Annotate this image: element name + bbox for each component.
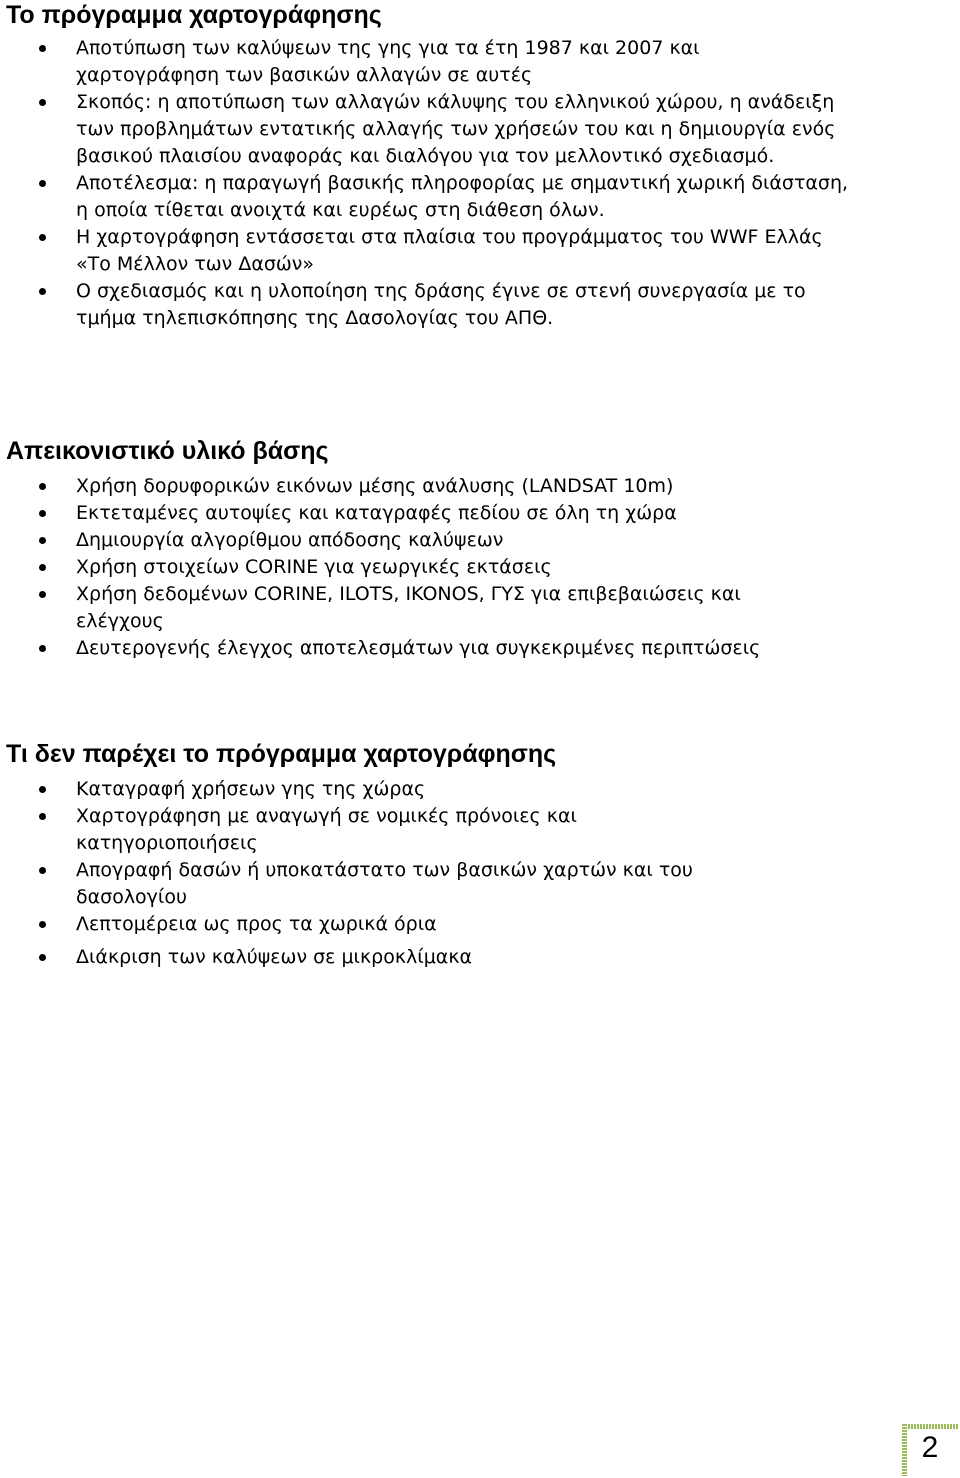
bullet-icon	[39, 99, 46, 106]
list-item	[0, 500, 960, 527]
list-item	[0, 89, 960, 170]
section-not-provided	[0, 739, 960, 971]
list-item	[0, 857, 886, 911]
list-item-text: Αποτύπωση των καλύψεων της γης για τα έτη 1987 και 2007 και χαρτογράφηση των βασικών αλλαγών σε αυτές	[76, 37, 700, 86]
list-item-text: Εκτεταμένες αυτοψίες και καταγραφές πεδίου σε όλη τη χώρα	[76, 502, 677, 524]
bullet-icon	[39, 591, 46, 598]
list-item-text: Η χαρτογράφηση εντάσσεται στα πλαίσια του προγράμματος του WWF Ελλάς «Το Μέλλον των Δασών»	[76, 226, 823, 275]
list-item-text: Λεπτομέρεια ως προς τα χωρικά όρια	[76, 913, 437, 935]
section-heading: Απεικονιστικό υλικό βάσης	[6, 437, 329, 465]
list-item-text: Καταγραφή χρήσεων γης της χώρας	[76, 778, 426, 800]
list-item-text: Σκοπός: η αποτύπωση των αλλαγών κάλυψης του ελληνικού χώρου, η ανάδειξη των προβλημάτων εντατικής αλλαγής των χρήσεών του και η δημιουργία ενός βασικού πλαισίου αναφοράς και διαλόγου για τον μελλοντικό σχεδιασμό.	[76, 91, 836, 167]
bullet-icon	[39, 867, 46, 874]
section-heading: Τι δεν παρέχει το πρόγραμμα χαρτογράφησης	[6, 740, 557, 768]
section-heading: Το πρόγραμμα χαρτογράφησης	[6, 1, 382, 29]
list-item	[0, 911, 960, 938]
list-item-text: Χαρτογράφηση με αναγωγή σε νομικές πρόνοιες και κατηγοριοποιήσεις	[76, 805, 577, 854]
bullet-icon	[39, 510, 46, 517]
list-item-text: Χρήση δεδομένων CORINE, ILOTS, IKONOS, ΓΥΣ για επιβεβαιώσεις και ελέγχους	[76, 583, 741, 632]
section-mapping-program	[0, 0, 960, 332]
page-number: 2	[921, 1431, 939, 1464]
list-item-text: Αποτέλεσμα: η παραγωγή βασικής πληροφορίας με σημαντική χωρική διάσταση, η οποία τίθεται ανοιχτά και ευρέως στη διάθεση όλων.	[76, 172, 849, 221]
list-item-text: Χρήση δορυφορικών εικόνων μέσης ανάλυσης (LANDSAT 10m)	[76, 475, 674, 497]
bullet-list	[0, 35, 960, 332]
list-item	[0, 278, 960, 332]
list-item-text: Ο σχεδιασμός και η υλοποίηση της δράσης έγινε σε στενή συνεργασία με το τμήμα τηλεπισκόπησης της Δασολογίας του ΑΠΘ.	[76, 280, 806, 329]
bullet-icon	[39, 483, 46, 490]
bullet-list	[0, 473, 960, 662]
list-item	[0, 944, 960, 971]
list-item	[0, 635, 960, 662]
bullet-icon	[39, 921, 46, 928]
bullet-icon	[39, 645, 46, 652]
bullet-icon	[39, 537, 46, 544]
list-item-text: Διάκριση των καλύψεων σε μικροκλίμακα	[76, 946, 473, 968]
list-item	[0, 581, 886, 635]
bullet-icon	[39, 564, 46, 571]
bullet-icon	[39, 234, 46, 241]
list-item	[0, 527, 960, 554]
list-item	[0, 473, 960, 500]
list-item-text: Χρήση στοιχείων CORINE για γεωργικές εκτάσεις	[76, 556, 552, 578]
list-item-text: Δευτερογενής έλεγχος αποτελεσμάτων για συγκεκριμένες περιπτώσεις	[76, 637, 761, 659]
bullet-icon	[39, 813, 46, 820]
list-item	[0, 554, 960, 581]
list-item-text: Απογραφή δασών ή υποκατάστατο των βασικών χαρτών και του δασολογίου	[76, 859, 693, 908]
bullet-icon	[39, 954, 46, 961]
list-item	[0, 170, 960, 224]
bullet-icon	[39, 45, 46, 52]
section-base-imagery	[0, 436, 960, 662]
list-item-text: Δημιουργία αλγορίθμου απόδοσης καλύψεων	[76, 529, 504, 551]
bullet-icon	[39, 180, 46, 187]
list-item	[0, 224, 960, 278]
list-item	[0, 803, 786, 857]
bullet-icon	[39, 786, 46, 793]
list-item	[0, 776, 960, 803]
bullet-list	[0, 776, 960, 971]
list-item	[0, 35, 856, 89]
bullet-icon	[39, 288, 46, 295]
